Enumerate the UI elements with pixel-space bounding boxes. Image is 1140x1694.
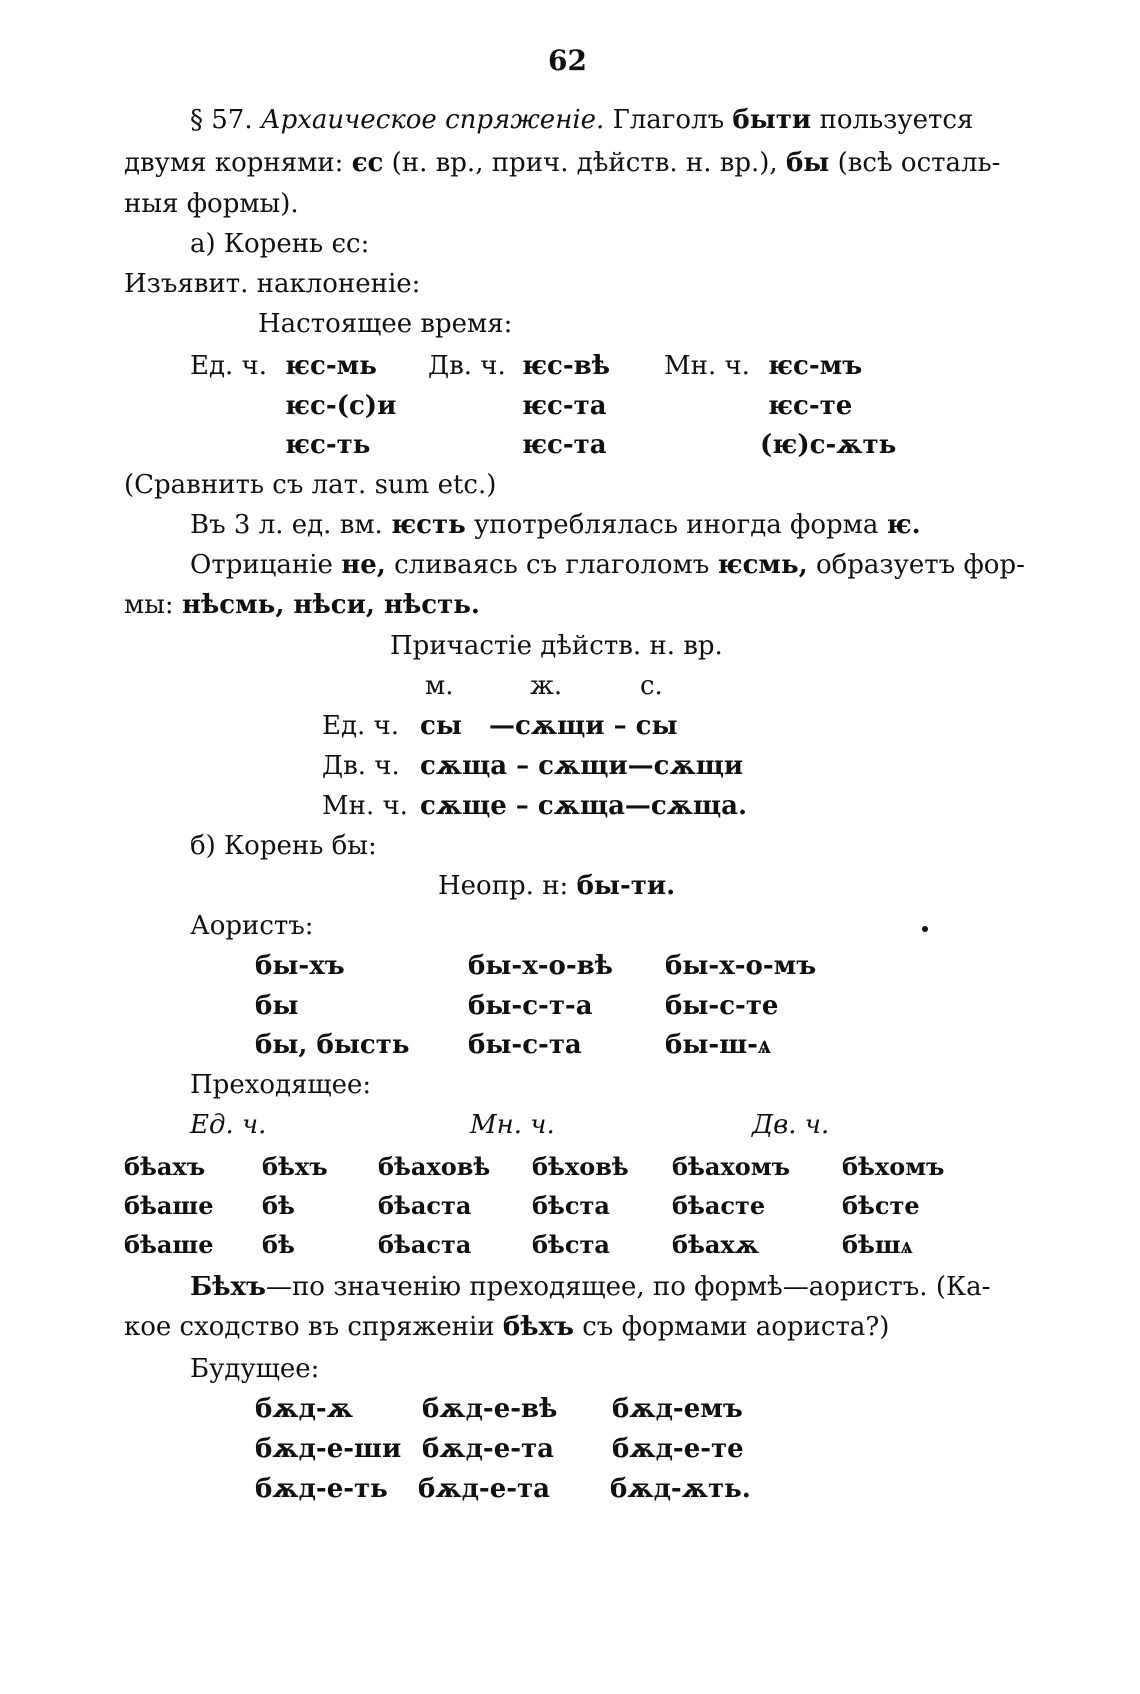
page-number: 62 (548, 44, 587, 77)
compare-note: (Сравнить съ лат. sum etc.) (124, 470, 497, 500)
participle-row-forms: сѫща – сѫщи—сѫщи (420, 751, 744, 781)
future-pl-2: бѫд-е-те (612, 1434, 744, 1464)
intro-text: Глаголъ (612, 105, 725, 135)
note-word: ѥсмь, (717, 550, 808, 580)
imperfect-cell: бѣсте (842, 1191, 920, 1220)
imperfect-cell: бѣшѧ (842, 1230, 913, 1259)
remark-word: бѣхъ (502, 1312, 574, 1342)
tense-label: Настоящее время: (258, 309, 513, 339)
mood-label: Изъявит. наклоненіе: (124, 269, 421, 299)
aorist-pl-2: бы-с-те (665, 991, 779, 1021)
imperfect-cell: бѣахѫ (672, 1230, 759, 1259)
present-du-1: ѥс-вѣ (522, 351, 611, 381)
future-pl-3: бѫд-ѫть. (610, 1474, 751, 1504)
specks (922, 926, 928, 932)
note-form: ѥ. (886, 510, 921, 540)
future-du-3: бѫд-е-та (418, 1474, 551, 1504)
future-sg-3: бѫд-е-ть (255, 1474, 388, 1504)
present-du-3: ѥс-та (522, 430, 607, 460)
participle-row-label: Мн. ч. (322, 791, 408, 821)
future-sg-1: бѫд-ѫ (255, 1394, 353, 1424)
intro-text: (всѣ осталь- (837, 148, 1001, 178)
imperfect-cell: бѣста (532, 1230, 610, 1259)
plural-label: Мн. ч. (664, 351, 750, 381)
note-text: употреблялась иногда форма (474, 510, 879, 540)
imperfect-cell: бѣасте (672, 1191, 766, 1220)
present-sg-3: ѥс-ть (285, 430, 371, 460)
gender-m: м. (425, 671, 454, 701)
note-word: не, (341, 550, 386, 580)
part-b-heading: б) Корень бы: (190, 831, 377, 861)
verb-byti: быти (732, 105, 812, 135)
present-pl-3: (ѥ)с-ѫть (760, 430, 897, 460)
imperfect-cell: бѣаста (378, 1191, 472, 1220)
section-intro-line-2 (124, 146, 1000, 180)
imperfect-cell: бѣ (262, 1230, 295, 1259)
present-sg-1: ѥс-мь (285, 351, 377, 381)
remark-line-1 (190, 1270, 990, 1304)
note-text: Отрицаніе (190, 550, 333, 580)
imperfect-cell: бѣаховѣ (378, 1152, 491, 1181)
singular-label: Ед. ч. (190, 351, 267, 381)
note-negation-line-2 (124, 588, 480, 622)
present-du-2: ѥс-та (522, 391, 607, 421)
aorist-pl-3: бы-ш-ѧ (665, 1030, 771, 1060)
infinitive-label: Неопр. н: (438, 871, 569, 901)
root-by: бы (785, 148, 830, 178)
note-text: сливаясь съ глаголомъ (394, 550, 710, 580)
imperfect-header-du: Дв. ч. (752, 1110, 830, 1140)
aorist-du-2: бы-с-т-а (468, 991, 593, 1021)
participle-heading: Причастіе дѣйств. н. вр. (390, 631, 723, 661)
imperfect-cell: бѣста (532, 1191, 610, 1220)
present-sg-2: ѥс-(с)и (285, 391, 397, 421)
imperfect-cell: бѣаше (124, 1230, 214, 1259)
future-du-1: бѫд-е-вѣ (422, 1394, 558, 1424)
imperfect-cell: бѣахъ (124, 1152, 206, 1181)
aorist-du-1: бы-х-о-вѣ (468, 951, 613, 981)
future-label: Будущее: (190, 1354, 320, 1384)
aorist-label: Аористъ: (190, 911, 314, 941)
section-title: Архаическое спряженіе. (260, 105, 605, 135)
participle-row-forms: сѫще – сѫща—сѫща. (420, 791, 748, 821)
imperfect-header-sg: Ед. ч. (190, 1110, 267, 1140)
intro-text-tail: пользуется (819, 105, 974, 135)
imperfect-cell: бѣ (262, 1191, 295, 1220)
gender-f: ж. (530, 671, 563, 701)
imperfect-cell: бѣхъ (262, 1152, 328, 1181)
section-intro-line-3: ныя формы). (124, 189, 299, 219)
root-es: єс (351, 148, 384, 178)
participle-row-label: Ед. ч. (322, 711, 399, 741)
remark-text: кое сходство въ спряженіи (124, 1312, 495, 1342)
infinitive-line (438, 869, 675, 903)
future-du-2: бѫд-е-та (422, 1434, 555, 1464)
note-text: мы: (124, 590, 174, 620)
part-a-heading: а) Корень єс: (190, 229, 370, 259)
remark-text: съ формами аориста?) (582, 1312, 890, 1342)
imperfect-cell: бѣаше (124, 1191, 214, 1220)
remark-line-2 (124, 1310, 889, 1344)
note-negation-line-1 (190, 548, 1025, 582)
imperfect-cell: бѣхомъ (842, 1152, 945, 1181)
participle-row-label: Дв. ч. (322, 751, 400, 781)
remark-text: —по значенію преходящее, по формѣ—аористъ. (Ка- (265, 1272, 991, 1302)
intro-text: (н. вр., прич. дѣйств. н. вр.), (391, 148, 778, 178)
imperfect-header-pl: Мн. ч. (470, 1110, 555, 1140)
section-number: § 57. (190, 105, 253, 135)
imperfect-cell: бѣховѣ (532, 1152, 629, 1181)
imperfect-cell: бѣахомъ (672, 1152, 791, 1181)
present-pl-2: ѥс-те (768, 391, 853, 421)
note-text: образуетъ фор- (815, 550, 1025, 580)
note-word: ѥсть (391, 510, 466, 540)
gender-n: с. (640, 671, 663, 701)
present-pl-1: ѥс-мъ (768, 351, 863, 381)
aorist-sg-2: бы (255, 991, 299, 1021)
note-forms: нѣсмь, нѣси, нѣсть. (181, 590, 480, 620)
aorist-du-3: бы-с-та (468, 1030, 582, 1060)
future-pl-1: бѫд-емъ (612, 1394, 743, 1424)
section-intro-line-1 (190, 103, 973, 137)
note-3rd-person (190, 508, 921, 542)
imperfect-label: Преходящее: (190, 1070, 372, 1100)
participle-row-forms: сы —сѫщи – сы (420, 711, 678, 741)
aorist-sg-1: бы-хъ (255, 951, 345, 981)
remark-word: Бѣхъ (190, 1272, 266, 1302)
dual-label: Дв. ч. (428, 351, 506, 381)
infinitive-form: бы-ти. (576, 871, 676, 901)
aorist-sg-3: бы, бысть (255, 1030, 410, 1060)
imperfect-cell: бѣаста (378, 1230, 472, 1259)
note-text: Въ 3 л. ед. вм. (190, 510, 383, 540)
intro-text: двумя корнями: (124, 148, 344, 178)
future-sg-2: бѫд-е-ши (255, 1434, 402, 1464)
aorist-pl-1: бы-х-о-мъ (665, 951, 817, 981)
